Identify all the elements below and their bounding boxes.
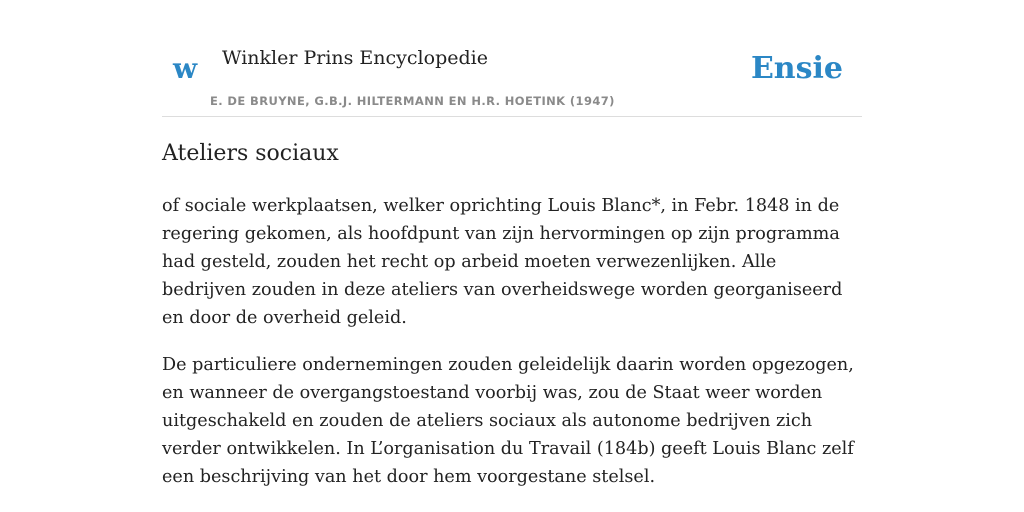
encyclopedia-title[interactable]: Winkler Prins Encyclopedie <box>222 47 488 69</box>
ensie-logo[interactable]: Ensie <box>750 51 843 86</box>
article <box>162 138 862 510</box>
article-title: Ateliers sociaux <box>162 141 339 166</box>
article-body <box>162 192 862 491</box>
article-paragraph-1: of sociale werkplaatsen, welker oprichting Louis Blanc*, in Febr. 1848 in de regering gekomen, als hoofdpunt van zijn hervormingen op zijn programma had gesteld, zouden het recht op arbeid moeten verwezenlijken. Alle bedrijven zouden in deze ateliers van overheidswege worden georganiseerd en door de overheid geleid. <box>162 196 843 328</box>
header <box>162 0 862 117</box>
article-paragraph-2: De particuliere ondernemingen zouden geleidelijk daarin worden opgezogen, en wanneer de overgangstoestand voorbij was, zou de Staat weer worden uitgeschakeld en zouden de ateliers sociaux als autonome bedrijven zich verder ontwikkelen. In L’organisation du Travail (184b) geeft Louis Blanc zelf een beschrijving van het door hem voorgestane stelsel. <box>162 355 854 487</box>
authors-line: E. DE BRUYNE, G.B.J. HILTERMANN EN H.R. HOETINK (1947) <box>210 94 615 108</box>
winkler-prins-logo[interactable]: w <box>173 52 198 85</box>
